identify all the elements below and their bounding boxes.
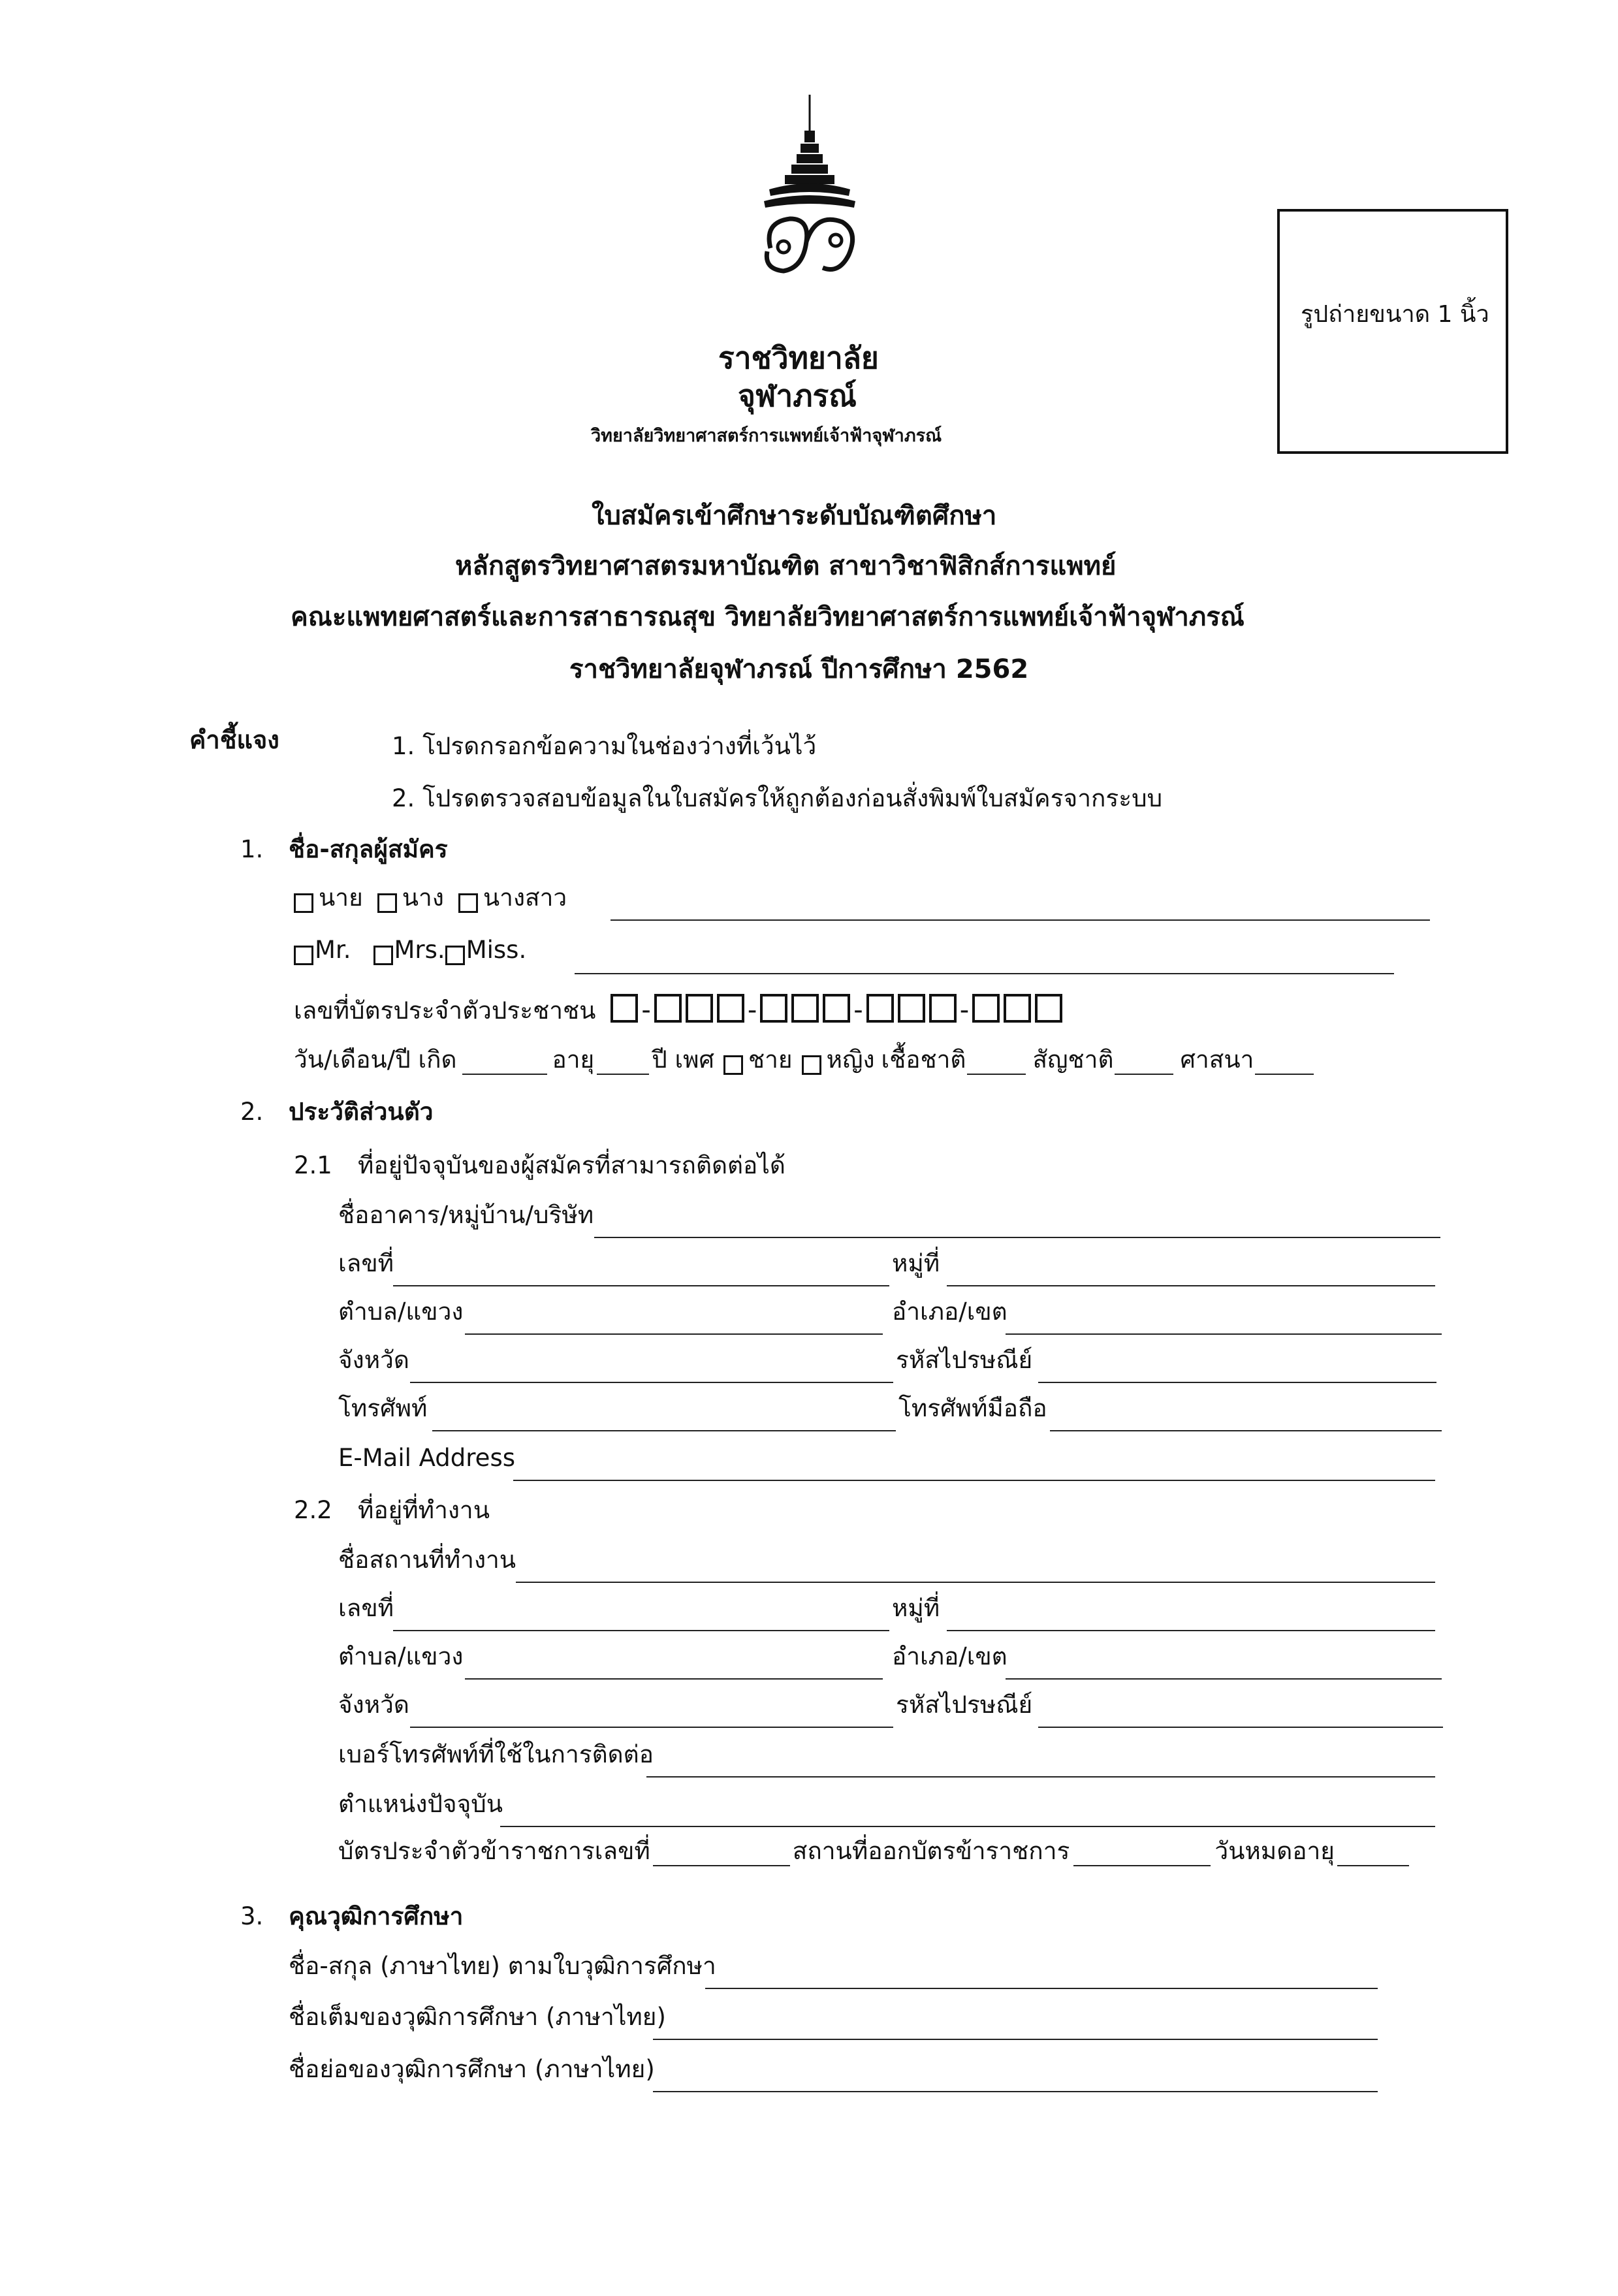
home-mobile-label: โทรศัพท์มือถือ xyxy=(898,1394,1047,1422)
national-id-label: เลขที่บัตรประจำตัวประชาชน xyxy=(294,997,596,1025)
section2-2-heading: ที่อยู่ที่ทำงาน xyxy=(358,1496,490,1524)
form-title-line2: หลักสูตรวิทยาศาสตรมหาบัณฑิต สาขาวิชาฟิสิกส์การแพทย์ xyxy=(455,551,1117,581)
work-contact-phone-label: เบอร์โทรศัพท์ที่ใช้ในการติดต่อ xyxy=(338,1740,654,1768)
checkbox-miss-th[interactable] xyxy=(458,893,478,913)
home-house-no-label: เลขที่ xyxy=(338,1249,394,1277)
year-gender-label: ปี เพศ xyxy=(652,1045,714,1074)
label-mrs-en: Mrs. xyxy=(394,936,445,964)
form-title-line4: ราชวิทยาลัยจุฬาภรณ์ ปีการศึกษา 2562 xyxy=(569,654,1029,684)
home-postcode-field[interactable] xyxy=(1038,1382,1436,1383)
work-house-no-field[interactable] xyxy=(393,1630,889,1631)
cert-name-field[interactable] xyxy=(705,1988,1378,1989)
age-label: อายุ xyxy=(552,1045,595,1074)
cert-name-label: ชื่อ-สกุล (ภาษาไทย) ตามใบวุฒิการศึกษา xyxy=(289,1952,716,1980)
expiry-label: วันหมดอายุ xyxy=(1214,1837,1335,1865)
home-email-field[interactable] xyxy=(513,1480,1435,1481)
expiry-field[interactable] xyxy=(1337,1843,1409,1866)
label-mr-en: Mr. xyxy=(315,936,351,964)
age-field[interactable] xyxy=(597,1051,649,1075)
issue-place-label: สถานที่ออกบัตรข้าราชการ xyxy=(792,1837,1070,1865)
work-subdistrict-label: ตำบล/แขวง xyxy=(338,1642,464,1670)
issue-place-field[interactable] xyxy=(1073,1843,1211,1866)
instructions-label: คำชี้แจง xyxy=(189,725,279,754)
section2-2-number: 2.2 xyxy=(294,1496,332,1524)
checkbox-mrs-en[interactable] xyxy=(373,946,393,965)
work-contact-phone-field[interactable] xyxy=(646,1776,1435,1778)
label-mrs-th: นาง xyxy=(402,884,444,912)
degree-full-field[interactable] xyxy=(653,2039,1378,2040)
college-name: วิทยาลัยวิทยาศาสตร์การแพทย์เจ้าฟ้าจุฬาภรณ์ xyxy=(591,426,942,446)
degree-abbr-label: ชื่อย่อของวุฒิการศึกษา (ภาษาไทย) xyxy=(289,2055,655,2083)
section3-heading: คุณวุฒิการศึกษา xyxy=(289,1902,464,1930)
race-field[interactable] xyxy=(967,1051,1026,1075)
section1-heading: ชื่อ-สกุลผู้สมัคร xyxy=(289,835,448,863)
dob-field[interactable] xyxy=(462,1051,547,1075)
photo-box xyxy=(1277,209,1508,454)
checkbox-mr-en[interactable] xyxy=(294,946,313,965)
section2-1-heading: ที่อยู่ปัจจุบันของผู้สมัครที่สามารถติดต่อได้ xyxy=(358,1151,785,1179)
photo-box-label: รูปถ่ายขนาด 1 นิ้ว xyxy=(1301,301,1489,328)
home-subdistrict-field[interactable] xyxy=(465,1333,883,1335)
work-moo-label: หมู่ที่ xyxy=(892,1594,940,1622)
work-house-no-label: เลขที่ xyxy=(338,1594,394,1622)
university-name-line1: ราชวิทยาลัย xyxy=(718,340,879,375)
male-label: ชาย xyxy=(748,1045,793,1074)
form-title-line1: ใบสมัครเข้าศึกษาระดับบัณฑิตศึกษา xyxy=(592,501,997,531)
work-postcode-field[interactable] xyxy=(1038,1727,1443,1728)
section1-number: 1. xyxy=(240,835,264,863)
national-id-row xyxy=(294,994,1064,1026)
checkbox-mrs-th[interactable] xyxy=(377,893,397,913)
home-district-field[interactable] xyxy=(1006,1333,1442,1335)
checkbox-female[interactable] xyxy=(802,1055,821,1075)
home-moo-field[interactable] xyxy=(947,1285,1435,1286)
work-place-field[interactable] xyxy=(516,1582,1435,1583)
degree-full-label: ชื่อเต็มของวุฒิการศึกษา (ภาษาไทย) xyxy=(289,2003,666,2031)
form-title-line3: คณะแพทยศาสตร์และการสาธารณสุข วิทยาลัยวิทยาศาสตร์การแพทย์เจ้าฟ้าจุฬาภรณ์ xyxy=(291,602,1245,632)
home-house-no-field[interactable] xyxy=(393,1285,889,1286)
gov-id-field[interactable] xyxy=(653,1843,790,1866)
checkbox-mr-th[interactable] xyxy=(294,893,313,913)
religion-field[interactable] xyxy=(1255,1051,1314,1075)
label-miss-en: Miss. xyxy=(466,936,527,964)
college-logo xyxy=(744,91,875,340)
section2-heading: ประวัติส่วนตัว xyxy=(289,1098,434,1126)
dob-label: วัน/เดือน/ปี เกิด xyxy=(294,1045,457,1074)
work-subdistrict-field[interactable] xyxy=(465,1678,883,1680)
birth-info-row xyxy=(294,1045,1315,1075)
thai-title-row xyxy=(294,883,567,913)
instructions-item2: 2. โปรดตรวจสอบข้อมูลในใบสมัครให้ถูกต้องก่อนสั่งพิมพ์ใบสมัครจากระบบ xyxy=(392,784,1163,812)
home-building-label: ชื่ออาคาร/หมู่บ้าน/บริษัท xyxy=(338,1201,594,1229)
home-mobile-field[interactable] xyxy=(1050,1430,1442,1431)
religion-label: ศาสนา xyxy=(1180,1045,1254,1074)
english-name-field[interactable] xyxy=(575,973,1394,974)
female-label: หญิง xyxy=(826,1045,875,1074)
work-position-field[interactable] xyxy=(500,1826,1435,1827)
national-id-boxes[interactable]: - - - - xyxy=(609,994,1064,1026)
home-district-label: อำเภอ/เขต xyxy=(892,1298,1007,1326)
home-subdistrict-label: ตำบล/แขวง xyxy=(338,1298,464,1326)
home-moo-label: หมู่ที่ xyxy=(892,1249,940,1277)
home-postcode-label: รหัสไปรษณีย์ xyxy=(896,1346,1033,1374)
checkbox-male[interactable] xyxy=(723,1055,743,1075)
work-district-field[interactable] xyxy=(1006,1678,1442,1680)
section2-1-number: 2.1 xyxy=(294,1151,332,1179)
label-mr-th: นาย xyxy=(319,884,363,912)
work-province-label: จังหวัด xyxy=(338,1691,409,1719)
race-label: เชื้อชาติ xyxy=(881,1045,966,1074)
gov-id-row xyxy=(338,1836,1412,1866)
work-moo-field[interactable] xyxy=(947,1630,1435,1631)
university-name-line2: จุฬาภรณ์ xyxy=(738,378,857,413)
checkbox-miss-en[interactable] xyxy=(445,946,465,965)
home-province-label: จังหวัด xyxy=(338,1346,409,1374)
thai-name-field[interactable] xyxy=(611,919,1430,921)
section3-number: 3. xyxy=(240,1902,264,1930)
work-postcode-label: รหัสไปรษณีย์ xyxy=(896,1691,1033,1719)
nationality-label: สัญชาติ xyxy=(1032,1045,1114,1074)
work-district-label: อำเภอ/เขต xyxy=(892,1642,1007,1670)
nationality-field[interactable] xyxy=(1115,1051,1173,1075)
home-email-label: E-Mail Address xyxy=(338,1444,515,1472)
home-phone-label: โทรศัพท์ xyxy=(338,1394,428,1422)
english-title-row xyxy=(294,935,526,965)
instructions-item1: 1. โปรดกรอกข้อความในช่องว่างที่เว้นไว้ xyxy=(392,732,817,760)
home-province-field[interactable] xyxy=(410,1382,893,1383)
work-province-field[interactable] xyxy=(410,1727,893,1728)
work-position-label: ตำแหน่งปัจจุบัน xyxy=(338,1790,503,1818)
home-phone-field[interactable] xyxy=(432,1430,896,1431)
work-place-label: ชื่อสถานที่ทำงาน xyxy=(338,1546,516,1574)
gov-id-label: บัตรประจำตัวข้าราชการเลขที่ xyxy=(338,1837,650,1865)
label-miss-th: นางสาว xyxy=(483,884,567,912)
degree-abbr-field[interactable] xyxy=(653,2091,1378,2092)
section2-number: 2. xyxy=(240,1098,264,1126)
home-building-field[interactable] xyxy=(594,1237,1440,1238)
